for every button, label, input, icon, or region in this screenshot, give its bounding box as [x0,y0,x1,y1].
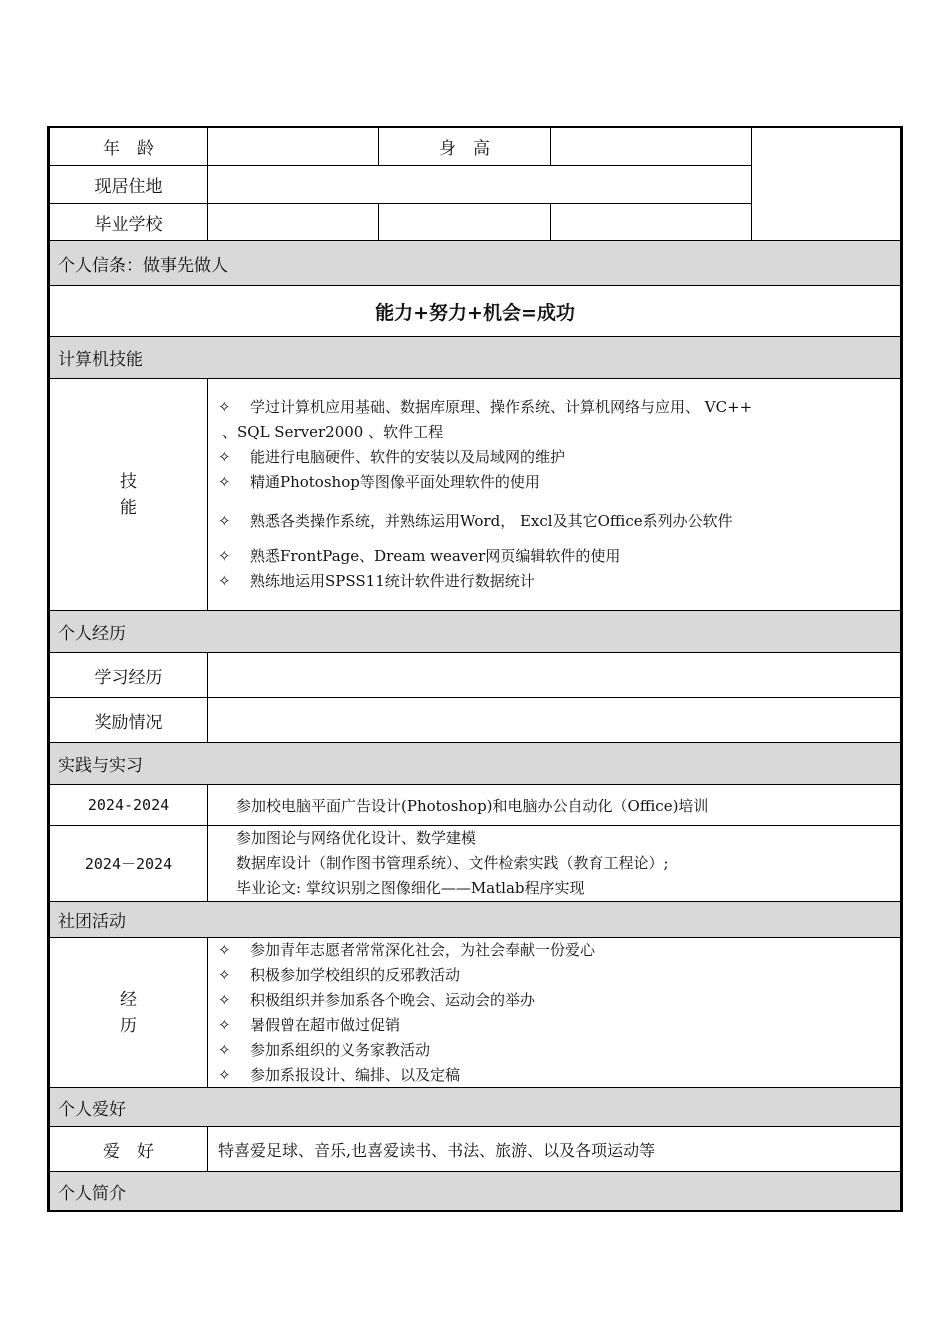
practice-row-2 [50,826,900,902]
practice-period: 2024－2024 [50,826,208,901]
study-row [50,653,900,698]
list-item: ✧ 能进行电脑硬件、软件的安装以及局域网的维护 [218,445,752,470]
skills-label-line1: 技 [120,471,137,492]
experience-header-row [50,611,900,653]
motto-header-row [50,241,900,286]
award-label: 奖励情况 [50,698,208,742]
list-item: ✧ 积极组织并参加系各个晚会、运动会的举办 [218,988,595,1013]
study-value[interactable] [208,653,900,697]
list-item: ✧ 熟悉FrontPage、Dream weaver网页编辑软件的使用 [218,544,752,569]
list-item: ✧ 参加青年志愿者常常深化社会，为社会奉献一份爱心 [218,938,595,963]
school-row [50,204,751,241]
computer-header: 计算机技能 [50,337,900,378]
school-extra-2[interactable] [551,204,751,241]
computer-header-row [50,337,900,379]
clubs-label [50,938,208,1087]
clubs-header: 社团活动 [50,902,900,937]
height-label: 身 高 [379,128,551,165]
intro-header: 个人简介 [50,1172,900,1210]
award-value[interactable] [208,698,900,742]
list-item: ✧ 参加系组织的义务家教活动 [218,1038,595,1063]
list-item: 、SQL Server2000 、软件工程 [222,423,444,441]
list-item: ✧ 积极参加学校组织的反邪教活动 [218,963,595,988]
skills-list-cell [208,379,900,610]
residence-row [50,166,751,204]
practice-row-1 [50,785,900,826]
residence-label: 现居住地 [50,166,208,203]
bullet-icon: ✧ [218,941,231,959]
bullet-icon: ✧ [218,572,231,590]
list-item: ✧ 精通Photoshop等图像平面处理软件的使用 [218,470,752,495]
motto-row [50,286,900,337]
list-item: ✧ 暑假曾在超市做过促销 [218,1013,595,1038]
height-value[interactable] [551,128,751,165]
hobby-header: 个人爱好 [50,1088,900,1126]
photo-cell [752,128,900,240]
bullet-icon: ✧ [218,966,231,984]
bullet-icon: ✧ [218,448,231,466]
practice-period: 2024-2024 [50,785,208,825]
school-extra-1[interactable] [379,204,551,241]
age-height-row [50,128,751,166]
clubs-row [50,938,900,1088]
bullet-icon: ✧ [218,398,231,416]
resume-table [47,126,903,1212]
list-item: ✧ 熟练地运用SPSS11统计软件进行数据统计 [218,569,752,594]
skills-list [208,395,752,594]
practice-header: 实践与实习 [50,743,900,784]
hobby-label: 爱 好 [50,1127,208,1171]
clubs-label-line1: 经 [120,989,137,1010]
school-value[interactable] [208,204,379,241]
skills-label-line2: 能 [120,497,137,518]
basic-info-fields [50,128,752,240]
list-item: ✧ 学过计算机应用基础、数据库原理、操作系统、计算机网络与应用、 VC++ [218,395,752,420]
bullet-icon: ✧ [218,1066,231,1084]
list-item: ✧ 熟悉各类操作系统，并熟练运用Word， Excl及其它Office系列办公软件 [218,509,752,534]
bullet-icon: ✧ [218,473,231,491]
motto-header: 个人信条：做事先做人 [50,241,900,285]
age-label: 年 龄 [50,128,208,165]
bullet-icon: ✧ [218,1041,231,1059]
experience-header: 个人经历 [50,611,900,652]
practice-header-row [50,743,900,785]
hobby-value: 特喜爱足球、音乐,也喜爱读书、书法、旅游、以及各项运动等 [218,1140,656,1160]
motto-text: 能力+努力+机会=成功 [375,301,575,324]
practice-desc: 参加校电脑平面广告设计(Photoshop)和电脑办公自动化（Office)培训 [236,796,709,815]
school-label: 毕业学校 [50,204,208,241]
computer-skills-row [50,379,900,611]
study-label: 学习经历 [50,653,208,697]
bullet-icon: ✧ [218,547,231,565]
award-row [50,698,900,743]
clubs-list-cell [208,938,900,1087]
bullet-icon: ✧ [218,512,231,530]
residence-value[interactable] [208,166,751,203]
hobby-header-row [50,1088,900,1127]
list-item: ✧ 参加系报设计、编排、以及定稿 [218,1063,595,1088]
age-value[interactable] [208,128,379,165]
practice-desc: 参加图论与网络优化设计、数学建模 数据库设计（制作图书管理系统）、文件检索实践（教育工程论）; 毕业论文: 掌纹识别之图像细化——Matlab程序实现 [236,829,669,897]
skills-label [50,379,208,610]
bullet-icon: ✧ [218,1016,231,1034]
hobby-row [50,1127,900,1172]
intro-header-row [50,1172,900,1210]
clubs-label-line2: 历 [120,1015,137,1036]
bullet-icon: ✧ [218,991,231,1009]
clubs-header-row [50,902,900,938]
clubs-list [208,938,595,1088]
basic-info-block [50,128,900,241]
